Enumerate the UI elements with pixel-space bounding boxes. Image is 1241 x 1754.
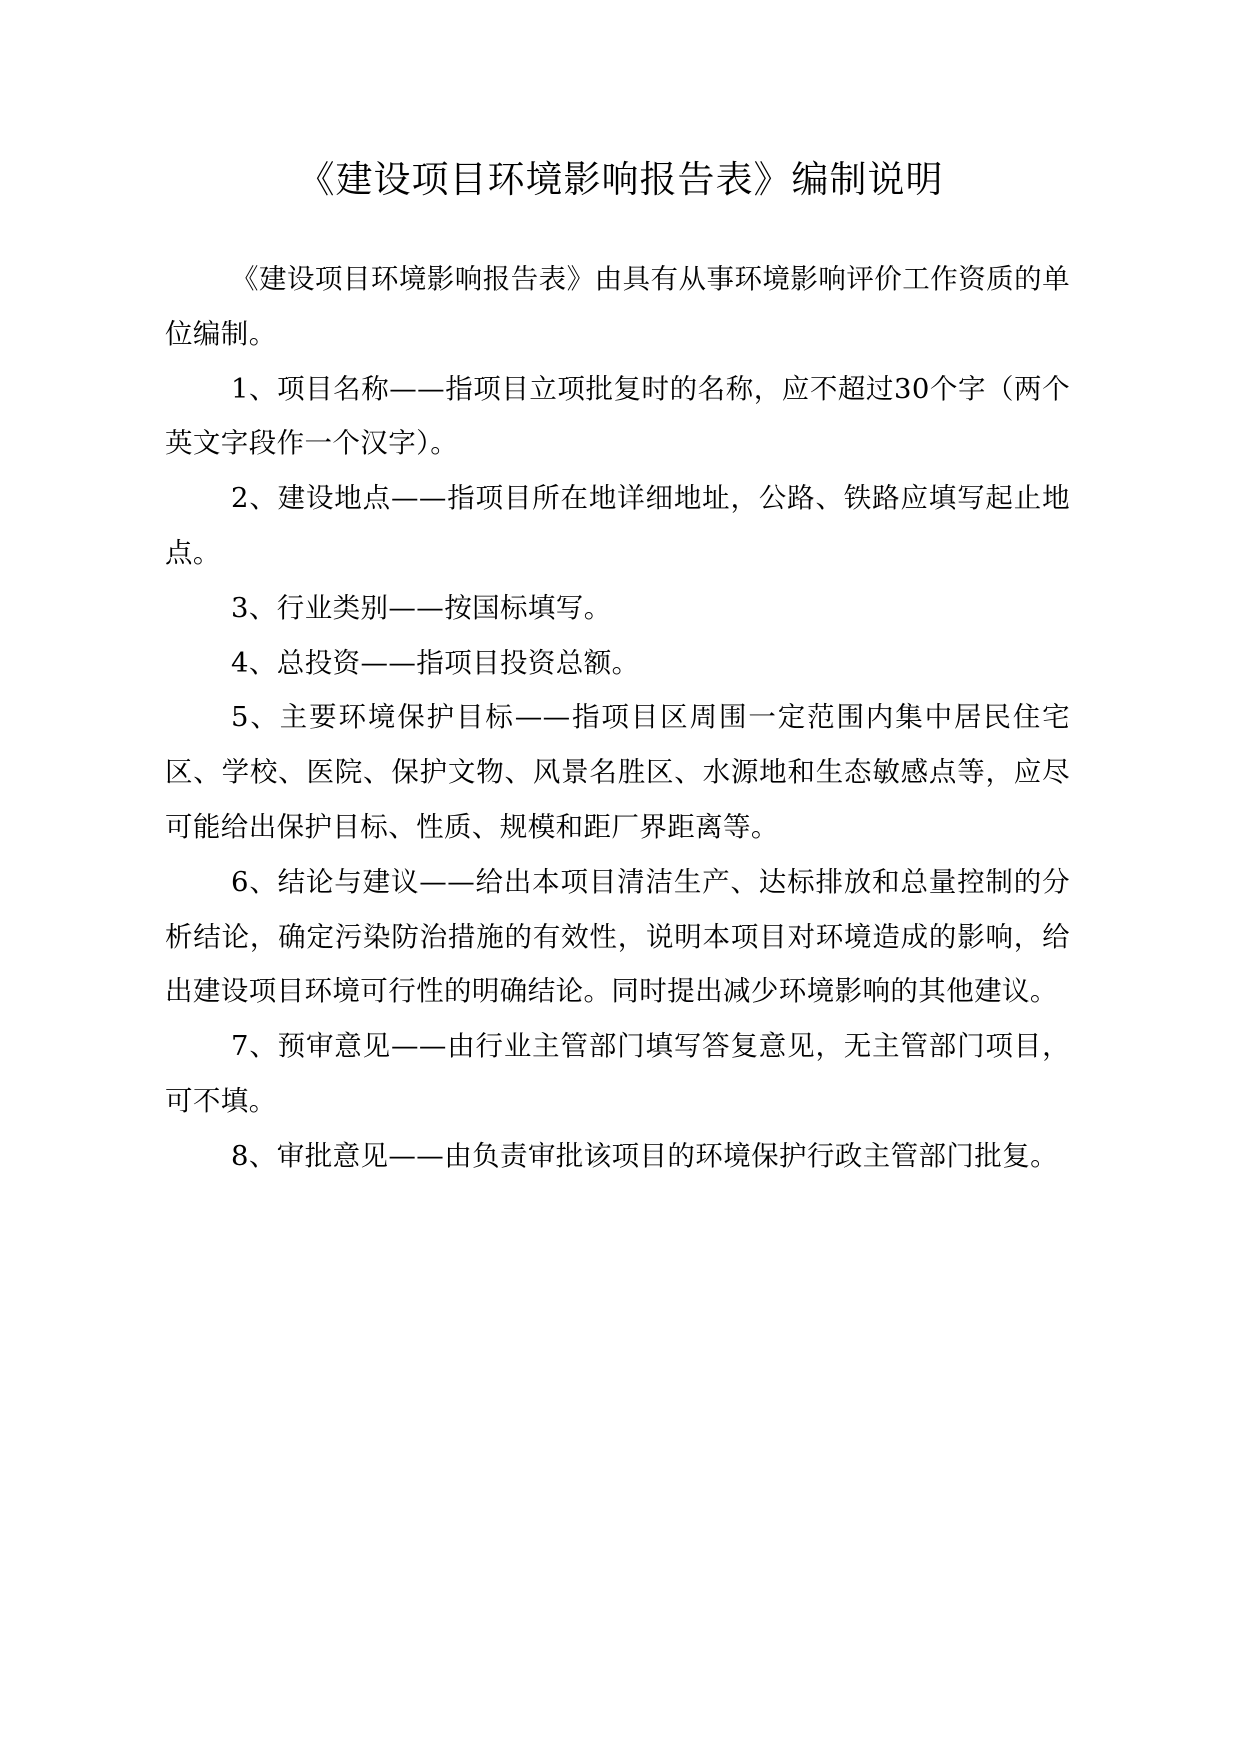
item-paragraph: 6、结论与建议——给出本项目清洁生产、达标排放和总量控制的分析结论，确定污染防治措施的有效性，说明本项目对环境造成的影响，给出建设项目环境可行性的明确结论。同时提出减少环境影响的其他建议。: [165, 865, 1070, 1008]
item-paragraph: 8、审批意见——由负责审批该项目的环境保护行政主管部门批复。: [231, 1139, 1058, 1172]
item-paragraph: 4、总投资——指项目投资总额。: [231, 646, 640, 679]
document-title: 《建设项目环境影响报告表》编制说明: [297, 158, 944, 201]
intro-paragraph: 《建设项目环境影响报告表》由具有从事环境影响评价工作资质的单位编制。: [165, 263, 1070, 350]
item-paragraph: 7、预审意见——由行业主管部门填写答复意见，无主管部门项目，可不填。: [165, 1030, 1070, 1117]
item-paragraph: 3、行业类别——按国标填写。: [231, 591, 612, 624]
item-paragraph: 2、建设地点——指项目所在地详细地址，公路、铁路应填写起止地点。: [165, 482, 1070, 569]
item-paragraph: 5、主要环境保护目标——指项目区周围一定范围内集中居民住宅区、学校、医院、保护文物、风景名胜区、水源地和生态敏感点等，应尽可能给出保护目标、性质、规模和距厂界距离等。: [165, 701, 1070, 843]
document-body: [165, 252, 1070, 1184]
item-paragraph: 1、项目名称——指项目立项批复时的名称，应不超过30个字（两个英文字段作一个汉字）。: [165, 372, 1070, 460]
